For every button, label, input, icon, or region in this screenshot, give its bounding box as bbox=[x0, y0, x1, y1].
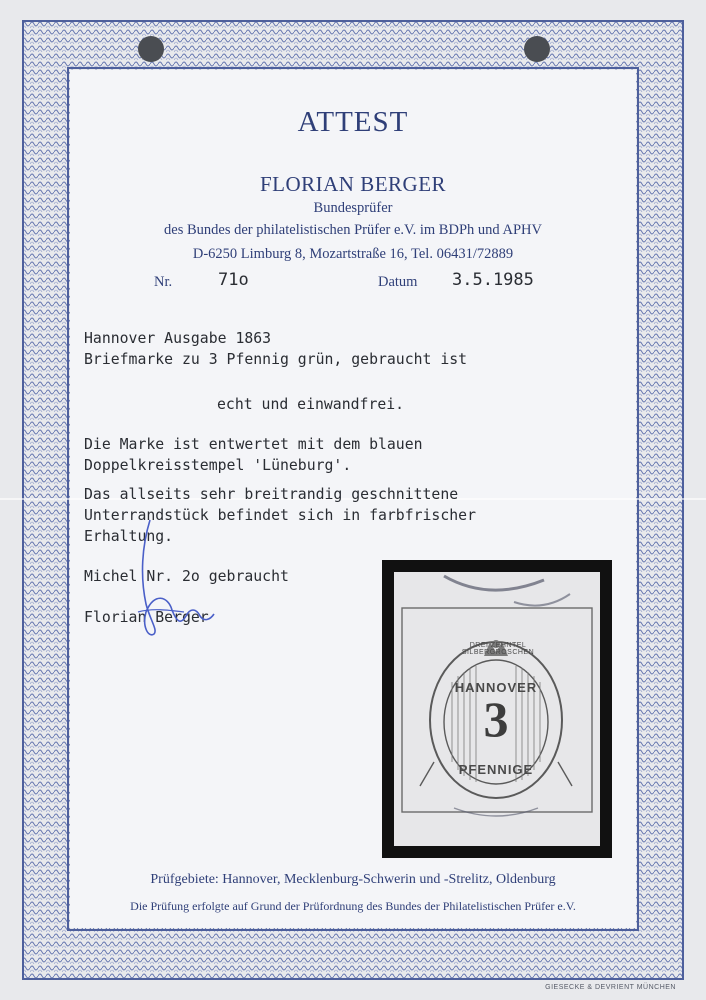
stamp-value: 3 bbox=[483, 691, 509, 747]
stamp-country: HANNOVER bbox=[454, 680, 538, 695]
nr-value: 71o bbox=[218, 270, 249, 290]
signer-name: Florian Berger bbox=[84, 609, 209, 626]
body-line-postmark: Doppelkreisstempel 'Lüneburg'. bbox=[84, 457, 352, 474]
examiner-association: des Bundes der philatelistischen Prüfer e.V. im BDPh und APHV bbox=[164, 222, 542, 238]
body-line-cancel: Die Marke ist entwertet mit dem blauen bbox=[84, 436, 423, 453]
stamp-photo bbox=[394, 572, 600, 846]
examiner-role: Bundesprüfer bbox=[313, 200, 393, 216]
michel-catalog-line: Michel Nr. 2o gebraucht bbox=[84, 568, 289, 585]
handwritten-signature bbox=[128, 516, 238, 646]
stamp-photo-frame bbox=[382, 560, 612, 858]
nr-label: Nr. bbox=[154, 274, 173, 290]
examination-areas: Prüfgebiete: Hannover, Mecklenburg-Schwerin und -Strelitz, Oldenburg bbox=[150, 872, 556, 887]
printer-imprint: GIESECKE & DEVRIENT MÜNCHEN bbox=[545, 984, 676, 991]
punch-hole-right bbox=[524, 36, 550, 62]
stamp-top-text: DREI ZEHNTEL SILBERGROSCHEN bbox=[461, 642, 535, 656]
body-line-issue: Hannover Ausgabe 1863 bbox=[84, 330, 272, 347]
body-line-stamp: Briefmarke zu 3 Pfennig grün, gebraucht ist bbox=[84, 351, 468, 368]
examiner-address: D-6250 Limburg 8, Mozartstraße 16, Tel. 06431/72889 bbox=[192, 246, 514, 262]
datum-value: 3.5.1985 bbox=[452, 270, 534, 290]
examiner-name: FLORIAN BERGER bbox=[259, 172, 447, 196]
datum-label: Datum bbox=[378, 274, 418, 290]
body-line-margins: Das allseits sehr breitrandig geschnittene bbox=[84, 486, 459, 503]
punch-hole-left bbox=[138, 36, 164, 62]
examination-note: Die Prüfung erfolgte auf Grund der Prüfordnung des Bundes der Philatelistischen Prüfer e.V. bbox=[130, 899, 576, 913]
verdict-text: echt und einwandfrei. bbox=[217, 396, 405, 413]
body-line-condition: Unterrandstück befindet sich in farbfrischer bbox=[84, 507, 476, 524]
certificate-title: ATTEST bbox=[297, 106, 409, 138]
stamp-bottom-text: PFENNIGE bbox=[458, 762, 534, 777]
body-line-condition-end: Erhaltung. bbox=[84, 528, 174, 545]
